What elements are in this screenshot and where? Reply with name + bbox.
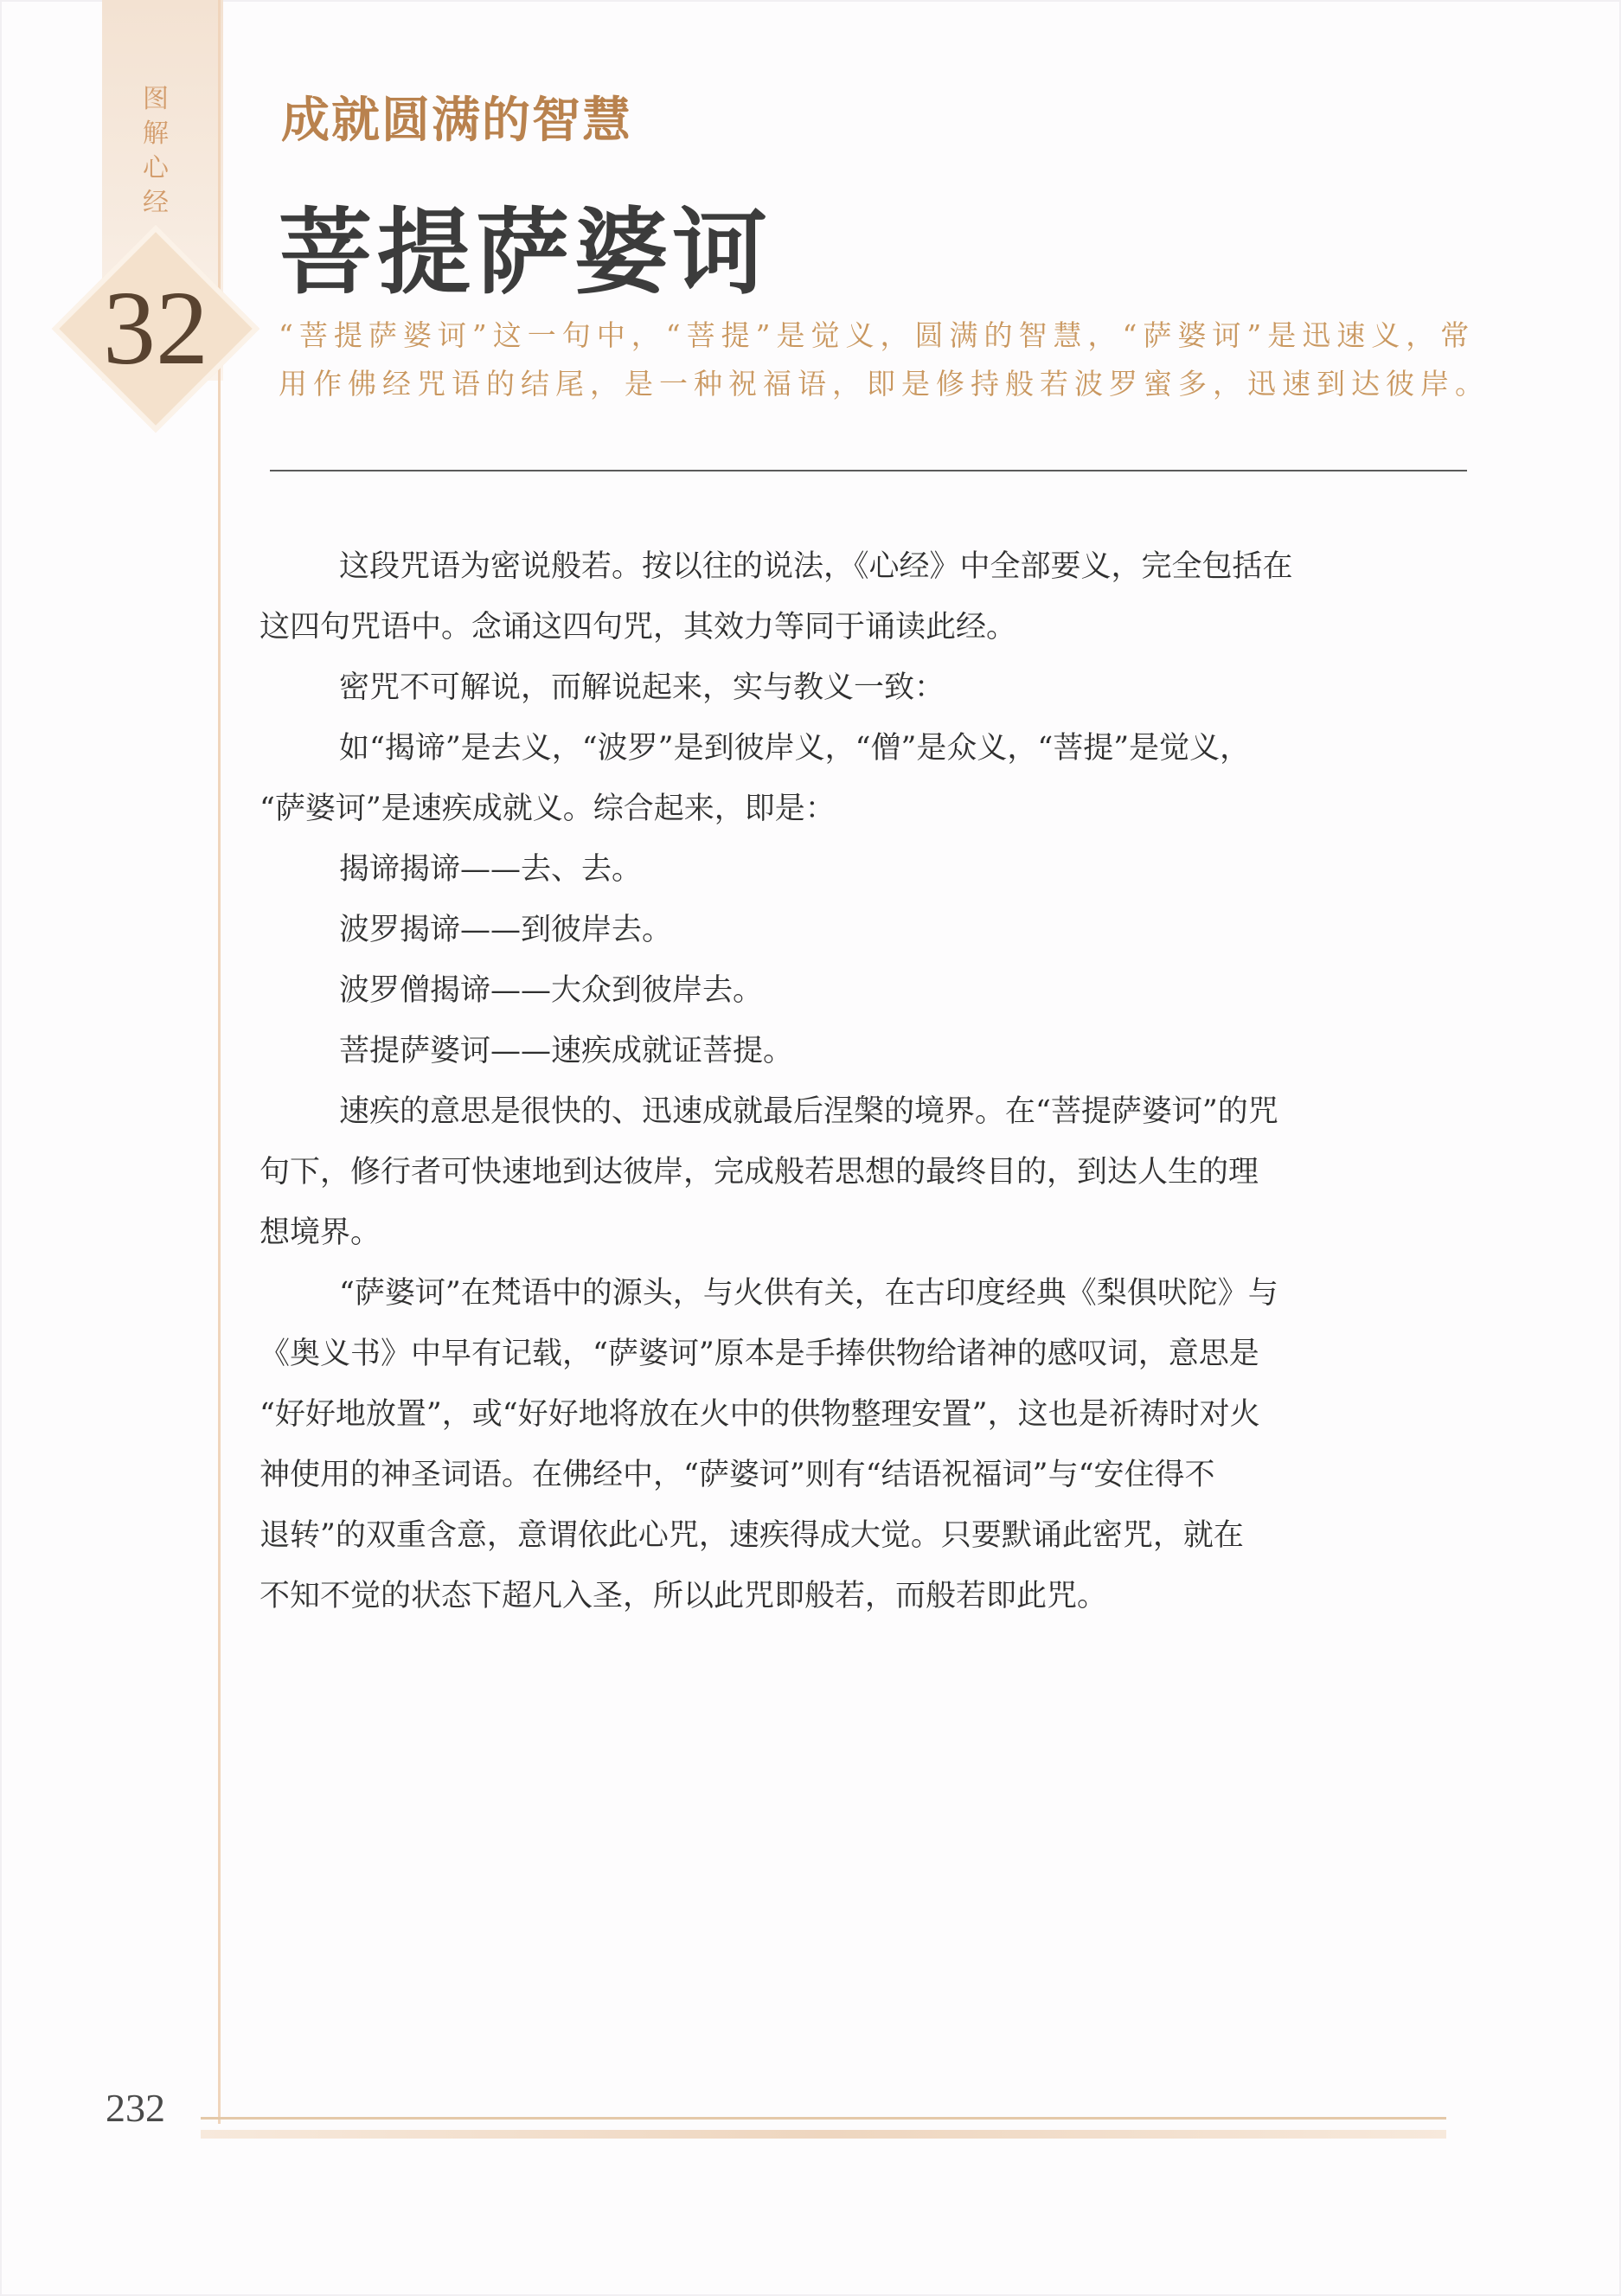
- series-char: 解: [143, 119, 169, 149]
- footer-band: [201, 2130, 1446, 2139]
- body-line: 想境界。: [259, 1215, 381, 1250]
- chapter-number: 32: [103, 270, 208, 387]
- body-line: 这四句咒语中。念诵这四句咒，其效力等同于诵读此经。: [259, 610, 1017, 645]
- body-line: 密咒不可解说，而解说起来，实与教义一致：: [339, 670, 945, 705]
- series-char: 心: [143, 153, 169, 183]
- intro-summary: [279, 311, 1490, 408]
- body-line: “好好地放置”，或“好好地将放在火中的供物整理安置”，这也是祈祷时对火: [259, 1397, 1260, 1432]
- intro-line: 用作佛经咒语的结尾，是一种祝福语，即是修持般若波罗蜜多，迅速到达彼岸。: [279, 367, 1490, 401]
- body-line: “萨婆诃”是速疾成就义。综合起来，即是：: [259, 792, 836, 826]
- series-title: [130, 82, 182, 221]
- body-line: 速疾的意思是很快的、迅速成就最后涅槃的境界。在“菩提萨婆诃”的咒: [339, 1094, 1278, 1129]
- page-number: 232: [106, 2086, 165, 2130]
- body-line: 不知不觉的状态下超凡入圣，所以此咒即般若，而般若即此咒。: [259, 1579, 1108, 1613]
- body-line: “萨婆诃”在梵语中的源头，与火供有关，在古印度经典《梨俱吠陀》与: [339, 1276, 1278, 1311]
- footer-rule: [201, 2117, 1446, 2120]
- intro-line: “菩提萨婆诃”这一句中，“菩提”是觉义，圆满的智慧，“萨婆诃”是迅速义，常: [279, 318, 1476, 352]
- body-line: 这段咒语为密说般若。按以往的说法，《心经》中全部要义，完全包括在: [339, 549, 1293, 584]
- body-line: 如“揭谛”是去义，“波罗”是到彼岸义，“僧”是众义，“菩提”是觉义，: [339, 731, 1251, 766]
- body-line: 揭谛揭谛——去、去。: [339, 852, 643, 887]
- series-char: 经: [143, 188, 169, 218]
- body-line: 波罗僧揭谛——大众到彼岸去。: [339, 973, 764, 1008]
- series-char: 图: [143, 84, 169, 114]
- body-line: 《奥义书》中早有记载，“萨婆诃”原本是手捧供物给诸神的感叹词，意思是: [259, 1337, 1259, 1371]
- section-kicker: 成就圆满的智慧: [281, 93, 632, 149]
- page-title: 菩提萨婆诃: [279, 198, 772, 307]
- body-line: 菩提萨婆诃——速疾成就证菩提。: [339, 1034, 794, 1068]
- body-line: 神使用的神圣词语。在佛经中，“萨婆诃”则有“结语祝福词”与“安住得不: [259, 1458, 1215, 1492]
- body-line: 波罗揭谛——到彼岸去。: [339, 913, 673, 947]
- header-divider: [270, 470, 1467, 471]
- body-line: 句下，修行者可快速地到达彼岸，完成般若思想的最终目的，到达人生的理: [259, 1155, 1259, 1190]
- body-text: [259, 536, 1470, 1626]
- body-line: 退转”的双重含意，意谓依此心咒，速疾得成大觉。只要默诵此密咒，就在: [259, 1518, 1244, 1553]
